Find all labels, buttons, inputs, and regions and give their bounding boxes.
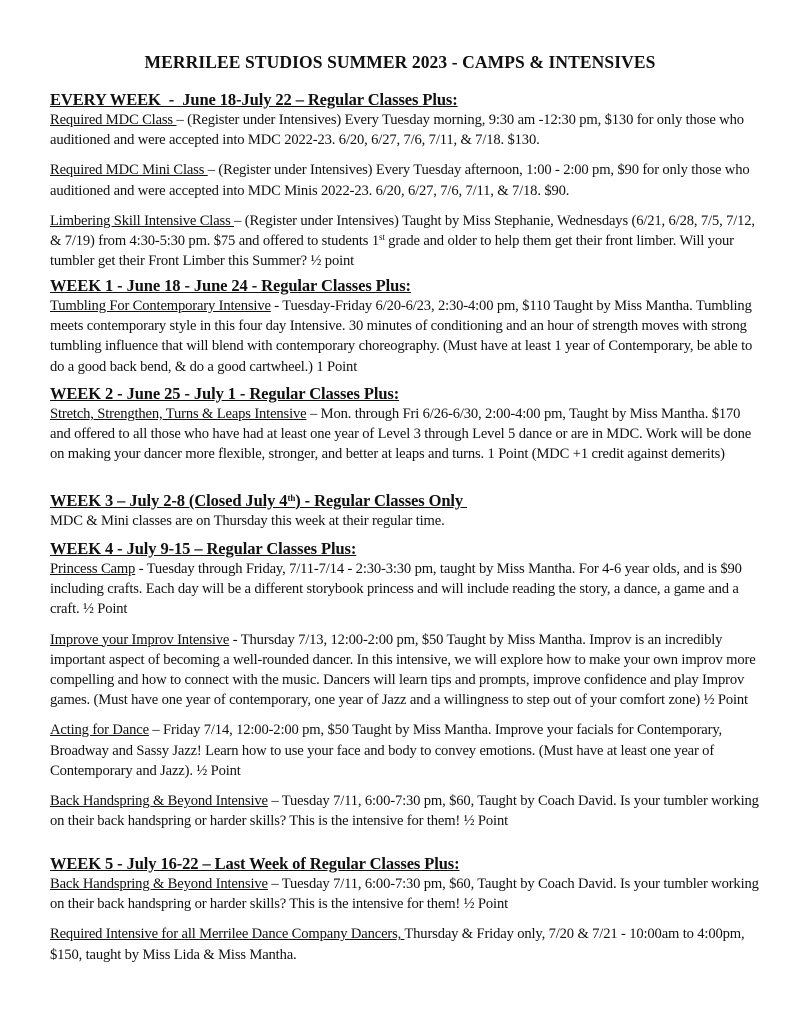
section-week-2 — [50, 384, 760, 465]
class-entry-back-handspring — [50, 791, 760, 831]
class-description-cont: grade and older to help them get their front limber. Will your tumbler get their Front Limber this Summer? ½ point — [50, 233, 734, 270]
section-week-1 — [50, 276, 760, 377]
class-description: – Friday 7/14, 12:00-2:00 pm, $50 Taught by Miss Mantha. Improve your facials for Contemporary, Broadway and Sassy Jazz! Learn how to use your face and body to convey emotions. (Must have at least one year of Contemporary and Jazz). ½ Point — [50, 722, 723, 779]
class-description: Thursday & Friday only, 7/20 & 7/21 - 10:00am to 4:00pm, $150, taught by Miss Lida & Miss Mantha. — [50, 926, 745, 963]
class-description: – Tuesday 7/11, 6:00-7:30 pm, $60, Taught by Coach David. Is your tumbler working on their back handspring or harder skills? This is the intensive for them! ½ Point — [50, 793, 759, 830]
section-heading: EVERY WEEK - June 18-July 22 – Regular Classes Plus: — [50, 90, 458, 109]
class-description: - Tuesday through Friday, 7/11-7/14 - 2:30-3:30 pm, taught by Miss Mantha. For 4-6 year olds, and is $90 including crafts. Each day will be a different storybook princess and will include reading the story, a dance, a game and a craft. ½ Point — [50, 561, 742, 618]
class-entry-limbering — [50, 211, 760, 272]
class-title: Princess Camp — [50, 561, 136, 577]
class-title: Acting for Dance — [50, 722, 149, 739]
class-title: Required MDC Mini Class — [50, 162, 208, 179]
class-description: – (Register under Intensives) Taught by Miss Stephanie, Wednesdays (6/21, 6/28, 7/5, 7/12, & 7/19) from 4:30-5:30 pm. $75 and offered to students 1 — [50, 212, 755, 250]
section-week-5 — [50, 854, 760, 965]
class-entry-mdc — [50, 110, 760, 150]
class-title: Required Intensive for all Merrilee Dance Company Dancers, — [50, 926, 405, 943]
class-entry-acting — [50, 720, 760, 781]
class-title: Back Handspring & Beyond Intensive — [50, 876, 268, 892]
class-description: - Tuesday-Friday 6/20-6/23, 2:30-4:00 pm, $110 Taught by Miss Mantha. Tumbling meets contemporary style in this four day Intensive. 30 minutes of conditioning and an hour of strength moves with strong tumbling influence that will blend with contemporary choreography. (Must have at least 1 year of Contemporary, be able to do a good back bend, & do a good cartwheel.) 1 Point — [50, 298, 753, 375]
class-title: Stretch, Strengthen, Turns & Leaps Intensive — [50, 406, 307, 422]
class-description: – Mon. through Fri 6/26-6/30, 2:00-4:00 pm, Taught by Miss Mantha. $170 and offered to all those who have had at least one year of Level 3 through Level 5 dance or are in MDC. Work will be done on making your dancer more flexible, stronger, and better at leaps and turns. 1 Point (MDC +1 credit against demerits) — [50, 406, 752, 463]
class-description: – Tuesday 7/11, 6:00-7:30 pm, $60, Taught by Coach David. Is your tumbler working on their back handspring or harder skills? This is the intensive for them! ½ Point — [50, 876, 759, 913]
section-heading — [50, 491, 760, 511]
class-entry-tumbling — [50, 296, 760, 377]
section-heading: WEEK 2 - June 25 - July 1 - Regular Classes Plus: — [50, 384, 400, 403]
note-text: MDC & Mini classes are on Thursday this week at their regular time. — [50, 513, 445, 529]
heading-text: WEEK 3 – July 2-8 (Closed July 4 — [50, 491, 288, 510]
class-title: Required MDC Class — [50, 112, 177, 128]
class-title: Limbering Skill Intensive Class — [50, 212, 235, 229]
ordinal-suffix: st — [378, 232, 385, 243]
section-heading: WEEK 1 - June 18 - June 24 - Regular Classes Plus: — [50, 276, 411, 295]
section-week-3 — [50, 491, 760, 531]
page-title: MERRILEE STUDIOS SUMMER 2023 - CAMPS & INTENSIVES — [144, 52, 656, 72]
class-entry-stretch — [50, 404, 760, 465]
class-entry-mdc-mini — [50, 160, 760, 200]
class-description: - Thursday 7/13, 12:00-2:00 pm, $50 Taught by Miss Mantha. Improv is an incredibly important aspect of becoming a well-rounded dancer. In this intensive, we will explore how to make your own improv more compelling and how to connect with the music. Dancers will learn tips and prompts, improve confidence and play Improv games. (Must have one year of contemporary, one year of Jazz and a willingness to step out of your comfort zone) ½ Point — [50, 631, 756, 709]
heading-text-cont: ) - Regular Classes Only — [295, 491, 468, 510]
section-every-week — [50, 90, 760, 271]
class-entry-back-handspring — [50, 874, 760, 914]
class-description: – (Register under Intensives) Every Tuesday morning, 9:30 am -12:30 pm, $130 for only those who auditioned and were accepted into MDC 2022-23. 6/20, 6/27, 7/6, 7/11, & 7/18. $130. — [50, 112, 744, 149]
section-week-4 — [50, 539, 760, 831]
class-description: – (Register under Intensives) Every Tuesday afternoon, 1:00 - 2:00 pm, $90 for only those who auditioned and were accepted into MDC Minis 2022-23. 6/20, 6/27, 7/6, 7/11, & 7/18. $90. — [50, 162, 750, 199]
class-title: Improve your Improv Intensive — [50, 631, 230, 648]
class-entry-princess-camp — [50, 559, 760, 620]
class-title: Back Handspring & Beyond Intensive — [50, 793, 268, 810]
class-title: Tumbling For Contemporary Intensive — [50, 298, 271, 314]
section-heading: WEEK 5 - July 16-22 – Last Week of Regular Classes Plus: — [50, 854, 460, 873]
class-entry-improv — [50, 630, 760, 711]
class-entry-required-intensive — [50, 924, 760, 964]
ordinal-suffix: th — [287, 493, 296, 503]
section-heading: WEEK 4 - July 9-15 – Regular Classes Plus: — [50, 539, 357, 558]
week-note — [50, 511, 760, 531]
